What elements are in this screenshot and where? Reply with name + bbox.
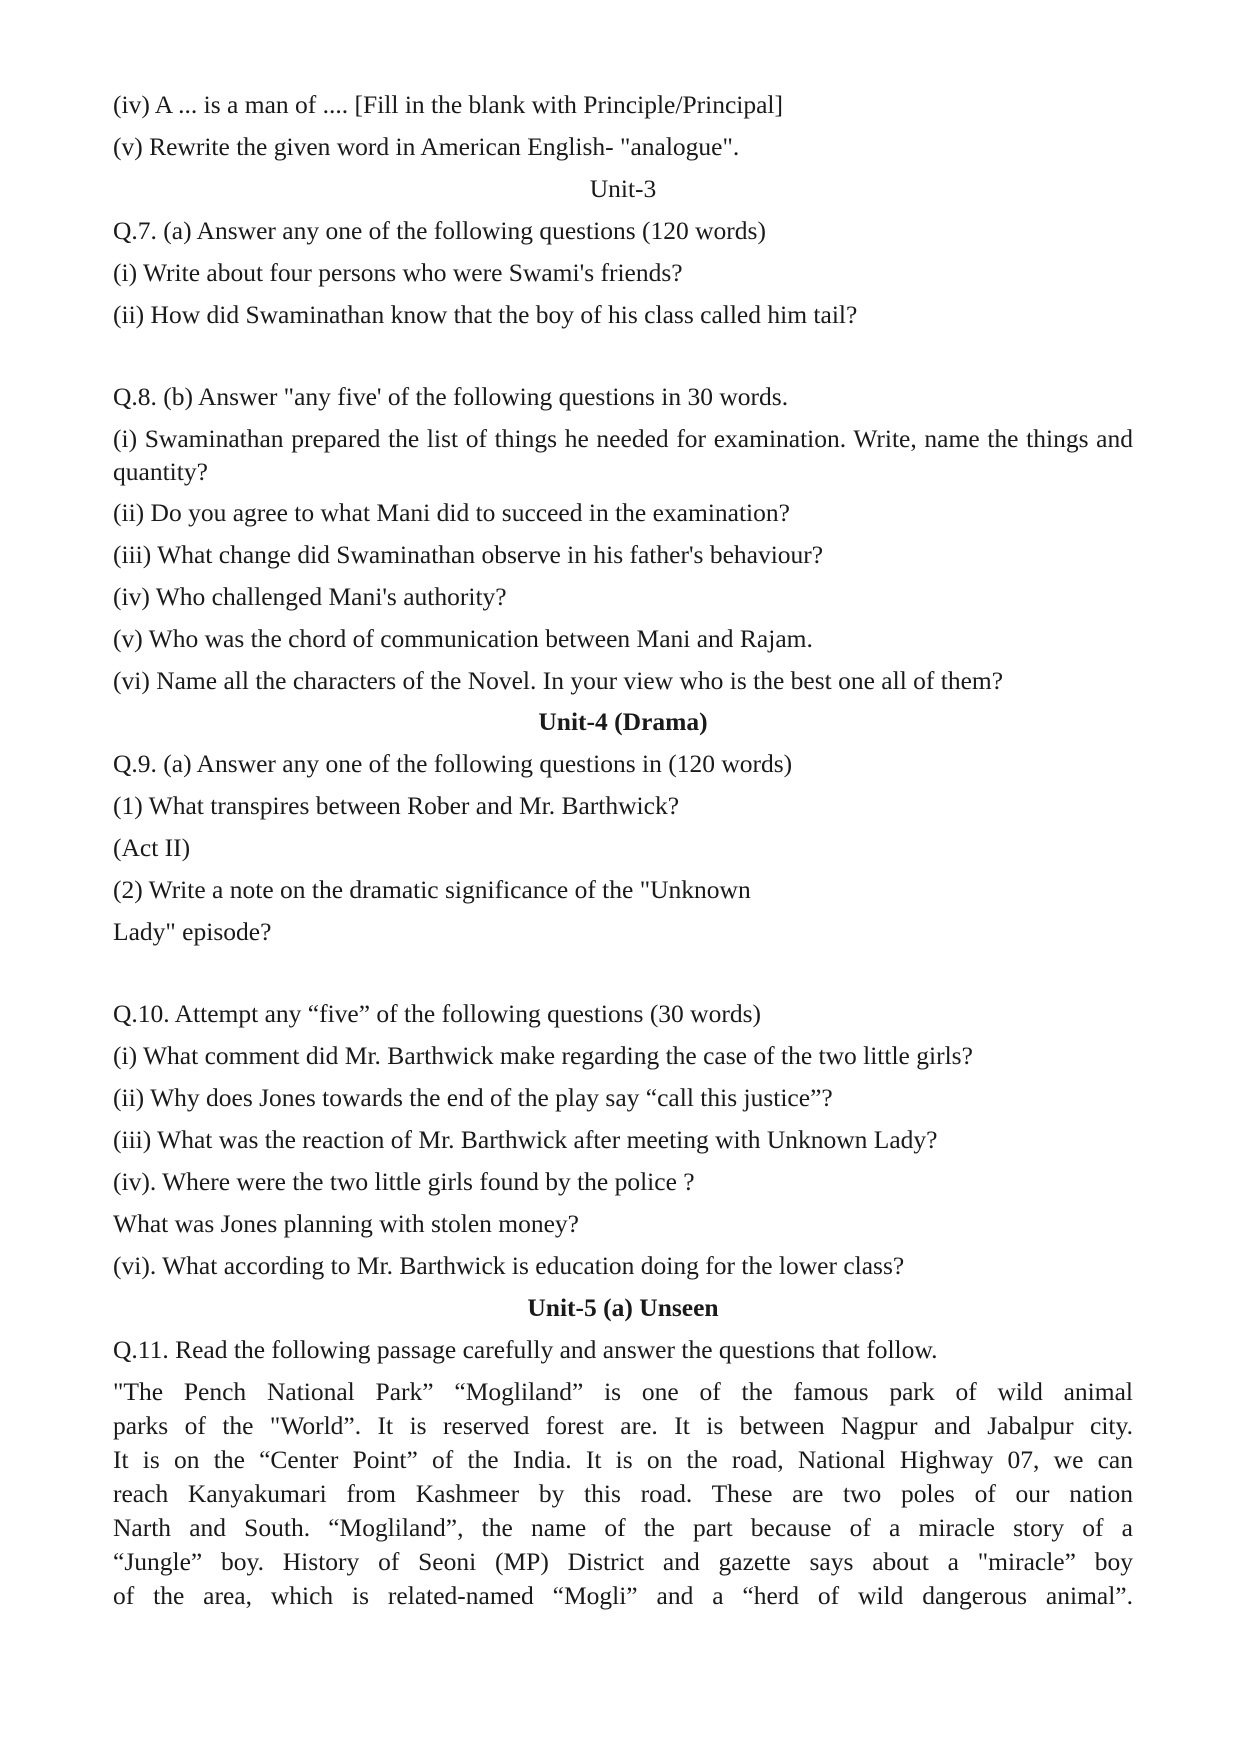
q10-item: (iii) What was the reaction of Mr. Barthwick after meeting with Unknown Lady? [113, 1125, 938, 1154]
passage-line: Narth and South. “Mogliland”, the name of the part because of a miracle story of a [113, 1513, 1133, 1542]
q10-item: (i) What comment did Mr. Barthwick make regarding the case of the two little girls? [113, 1041, 973, 1070]
passage-line: “Jungle” boy. History of Seoni (MP) District and gazette says about a "miracle” boy [113, 1547, 1133, 1576]
exam-page [113, 88, 1133, 1613]
q7-title: Q.7. (a) Answer any one of the following questions (120 words) [113, 216, 766, 245]
q8-item: (iv) Who challenged Mani's authority? [113, 582, 507, 611]
q8-title: Q.8. (b) Answer "any five' of the following questions in 30 words. [113, 382, 789, 411]
passage-line: reach Kanyakumari from Kashmeer by this road. These are two poles of our nation [113, 1479, 1133, 1508]
question-unit2-v: (v) Rewrite the given word in American English- "analogue". [113, 132, 740, 161]
q10-item: (iv). Where were the two little girls found by the police ? [113, 1167, 695, 1196]
passage-line: of the area, which is related-named “Mogli” and a “herd of wild dangerous animal”. [113, 1581, 1133, 1610]
q9-line: Lady" episode? [113, 917, 272, 946]
q11-title: Q.11. Read the following passage carefully and answer the questions that follow. [113, 1335, 938, 1364]
q10-item: (ii) Why does Jones towards the end of the play say “call this justice”? [113, 1083, 833, 1112]
q10-item: (vi). What according to Mr. Barthwick is education doing for the lower class? [113, 1251, 905, 1280]
spacer [113, 957, 1133, 997]
q10-item: What was Jones planning with stolen money? [113, 1209, 579, 1238]
unit3-heading: Unit-3 [589, 174, 657, 203]
unit4-heading: Unit-4 (Drama) [538, 707, 708, 736]
unit5-heading: Unit-5 (a) Unseen [527, 1293, 719, 1322]
q8-item: (i) Swaminathan prepared the list of things he needed for examination. Write, name the things and quantity? [113, 424, 1133, 486]
passage [113, 1375, 1133, 1613]
q7-item: (i) Write about four persons who were Swami's friends? [113, 258, 683, 287]
q9-line: (1) What transpires between Rober and Mr. Barthwick? [113, 791, 680, 820]
q9-line: (2) Write a note on the dramatic significance of the "Unknown [113, 875, 751, 904]
passage-line: parks of the "World”. It is reserved forest are. It is between Nagpur and Jabalpur city. [113, 1411, 1133, 1440]
q10-title: Q.10. Attempt any “five” of the following questions (30 words) [113, 999, 762, 1028]
q8-item: (ii) Do you agree to what Mani did to succeed in the examination? [113, 498, 790, 527]
question-unit2-iv: (iv) A ... is a man of .... [Fill in the blank with Principle/Principal] [113, 90, 783, 119]
passage-line: "The Pench National Park” “Mogliland” is one of the famous park of wild animal [113, 1377, 1133, 1406]
q8-item: (v) Who was the chord of communication between Mani and Rajam. [113, 624, 813, 653]
spacer [113, 340, 1133, 380]
q8-item: (iii) What change did Swaminathan observe in his father's behaviour? [113, 540, 824, 569]
q8-item: (vi) Name all the characters of the Novel. In your view who is the best one all of them? [113, 666, 1004, 695]
q7-item: (ii) How did Swaminathan know that the boy of his class called him tail? [113, 300, 858, 329]
passage-line: It is on the “Center Point” of the India. It is on the road, National Highway 07, we can [113, 1445, 1133, 1474]
q9-line: (Act II) [113, 833, 191, 862]
q9-title: Q.9. (a) Answer any one of the following questions in (120 words) [113, 749, 793, 778]
